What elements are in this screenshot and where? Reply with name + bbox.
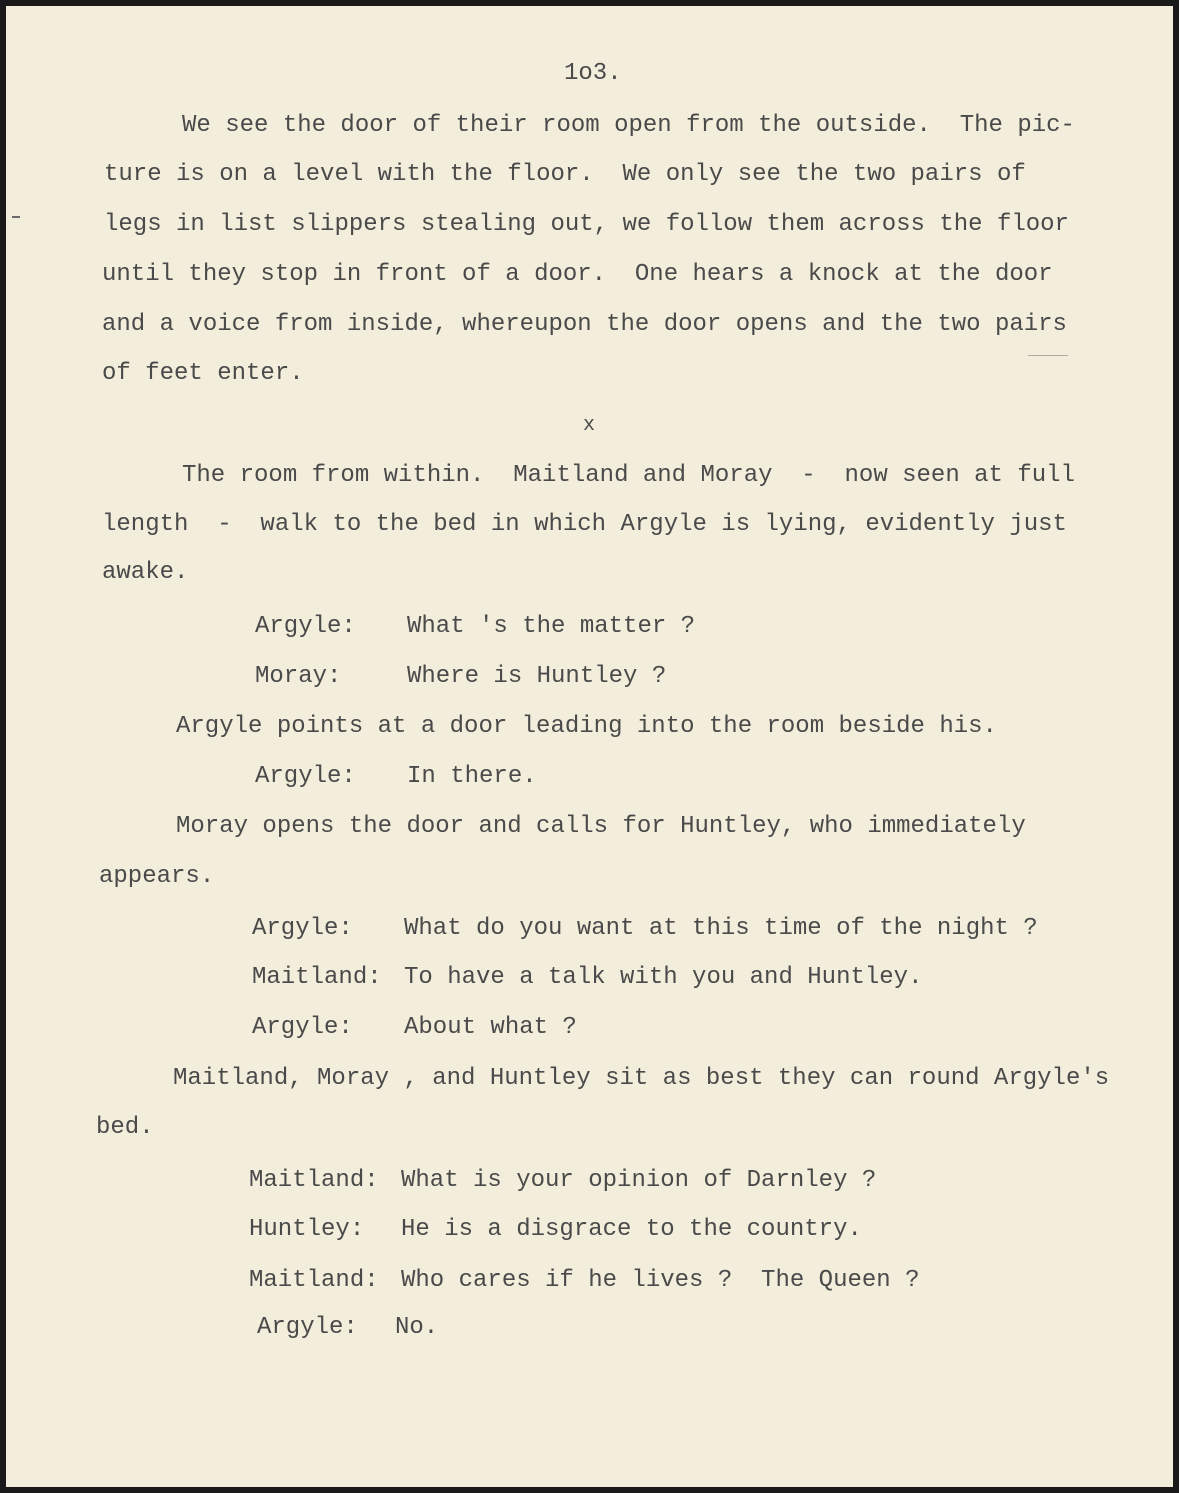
text-line: awake. xyxy=(102,559,189,586)
dialogue-speaker: Argyle: xyxy=(255,763,356,790)
dialogue-speaker: Huntley: xyxy=(249,1216,365,1243)
dialogue-speaker: Moray: xyxy=(255,663,342,690)
dialogue-speaker: Argyle: xyxy=(252,915,353,942)
dialogue-speaker: Maitland: xyxy=(252,964,382,991)
text-line: bed. xyxy=(96,1114,154,1141)
dialogue-speaker: Maitland: xyxy=(249,1167,379,1194)
dialogue-line: About what ? xyxy=(404,1014,577,1041)
dialogue-speaker: Maitland: xyxy=(249,1267,379,1294)
dialogue-line: No. xyxy=(395,1314,439,1341)
text-line: The room from within. Maitland and Moray - now seen at full xyxy=(182,462,1075,489)
scene-separator: x xyxy=(583,414,596,437)
dialogue-speaker: Argyle: xyxy=(252,1014,353,1041)
dialogue-line: What do you want at this time of the night ? xyxy=(404,915,1038,942)
text-line: Argyle points at a door leading into the room beside his. xyxy=(176,713,997,740)
dialogue-line: To have a talk with you and Huntley. xyxy=(404,964,923,991)
dialogue-line: In there. xyxy=(407,763,537,790)
dialogue-line: Where is Huntley ? xyxy=(407,663,667,690)
text-line: Maitland, Moray , and Huntley sit as best they can round Argyle's xyxy=(173,1065,1110,1092)
text-line: length - walk to the bed in which Argyle is lying, evidently just xyxy=(102,511,1067,538)
text-line: and a voice from inside, whereupon the door opens and the two pairs xyxy=(102,311,1067,338)
typescript-page xyxy=(6,6,1173,1487)
dialogue-line: Who cares if he lives ? The Queen ? xyxy=(401,1267,920,1294)
stray-mark xyxy=(1028,355,1068,356)
dialogue-line: What 's the matter ? xyxy=(407,613,696,640)
text-line: Moray opens the door and calls for Huntley, who immediately xyxy=(176,813,1026,840)
margin-mark xyxy=(12,216,20,218)
page-number: 1o3. xyxy=(564,60,622,87)
text-line: We see the door of their room open from the outside. The pic- xyxy=(182,112,1075,139)
dialogue-speaker: Argyle: xyxy=(255,613,356,640)
dialogue-speaker: Argyle: xyxy=(257,1314,358,1341)
dialogue-line: He is a disgrace to the country. xyxy=(401,1216,862,1243)
text-line: until they stop in front of a door. One hears a knock at the door xyxy=(102,261,1053,288)
dialogue-line: What is your opinion of Darnley ? xyxy=(401,1167,877,1194)
text-line: of feet enter. xyxy=(102,360,304,387)
text-line: appears. xyxy=(99,863,215,890)
text-line: ture is on a level with the floor. We only see the two pairs of xyxy=(104,161,1026,188)
text-line: legs in list slippers stealing out, we follow them across the floor xyxy=(104,211,1069,238)
